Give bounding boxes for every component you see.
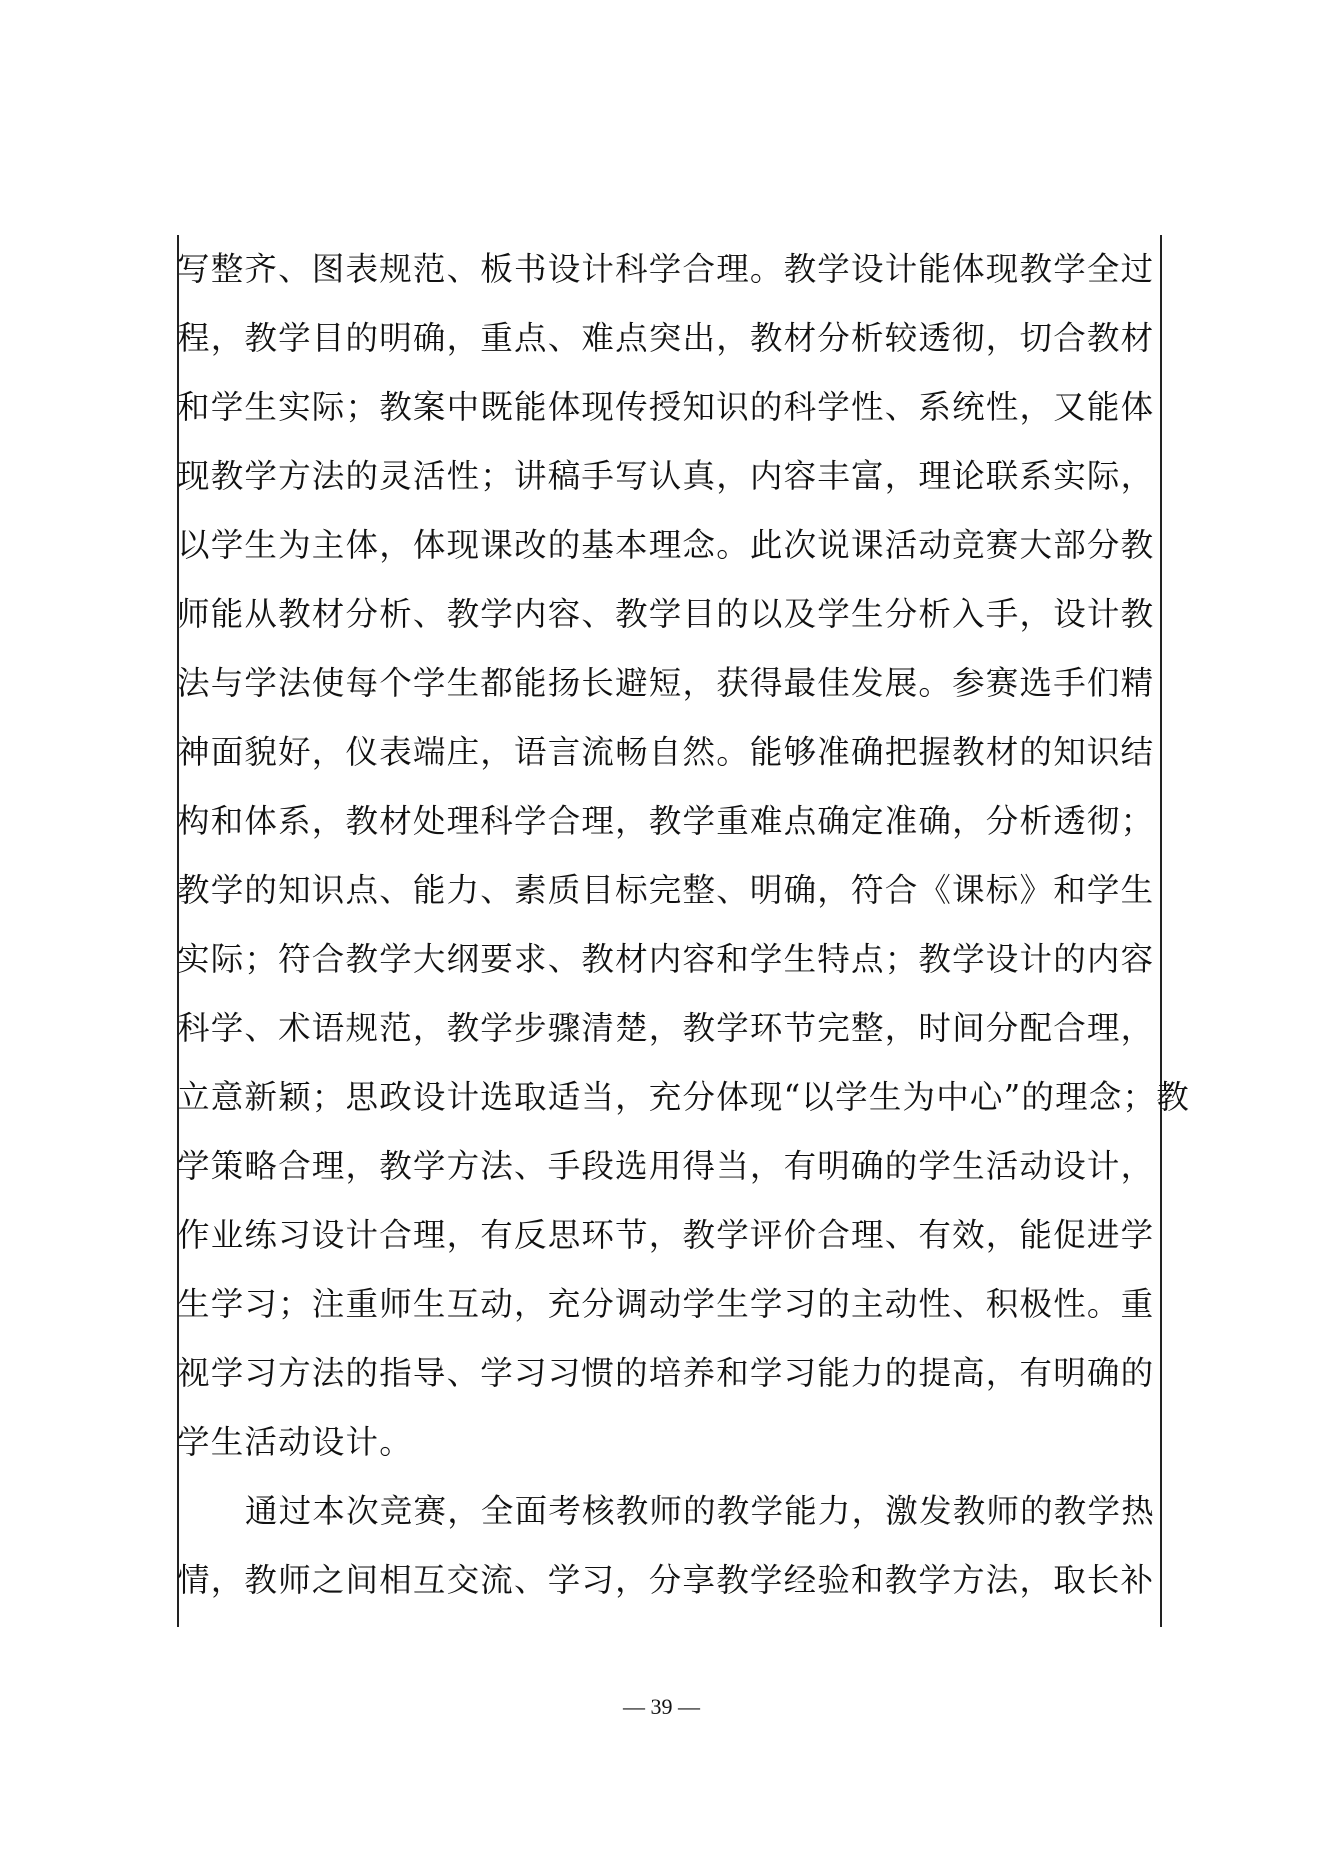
text-line: 生学习；注重师生互动，充分调动学生学习的主动性、积极性。重 bbox=[177, 1285, 1155, 1323]
text-line: 师能从教材分析、教学内容、教学目的以及学生分析入手，设计教 bbox=[177, 595, 1155, 633]
text-line: 情，教师之间相互交流、学习，分享教学经验和教学方法，取长补 bbox=[177, 1561, 1155, 1599]
paragraph-start-line: 通过本次竞赛，全面考核教师的教学能力，激发教师的教学热 bbox=[245, 1492, 1155, 1530]
text-line: 以学生为主体，体现课改的基本理念。此次说课活动竞赛大部分教 bbox=[177, 526, 1155, 564]
text-line: 写整齐、图表规范、板书设计科学合理。教学设计能体现教学全过 bbox=[177, 250, 1155, 288]
text-line: 学生活动设计。 bbox=[177, 1423, 413, 1461]
text-line: 法与学法使每个学生都能扬长避短，获得最佳发展。参赛选手们精 bbox=[177, 664, 1155, 702]
text-line: 视学习方法的指导、学习习惯的培养和学习能力的提高，有明确的 bbox=[177, 1354, 1155, 1392]
text-line: 和学生实际；教案中既能体现传授知识的科学性、系统性，又能体 bbox=[177, 388, 1155, 426]
body-text bbox=[177, 243, 1190, 1623]
text-line: 学策略合理，教学方法、手段选用得当，有明确的学生活动设计， bbox=[177, 1147, 1155, 1185]
page-number: — 39 — bbox=[623, 1694, 700, 1719]
text-line: 立意新颖；思政设计选取适当，充分体现“以学生为中心”的理念；教 bbox=[177, 1078, 1190, 1116]
text-line: 作业练习设计合理，有反思环节，教学评价合理、有效，能促进学 bbox=[177, 1216, 1155, 1254]
text-line: 程，教学目的明确，重点、难点突出，教材分析较透彻，切合教材 bbox=[177, 319, 1155, 357]
text-line: 教学的知识点、能力、素质目标完整、明确，符合《课标》和学生 bbox=[177, 871, 1155, 909]
text-line: 神面貌好，仪表端庄，语言流畅自然。能够准确把握教材的知识结 bbox=[177, 733, 1155, 771]
text-line: 现教学方法的灵活性；讲稿手写认真，内容丰富，理论联系实际， bbox=[177, 457, 1155, 495]
text-line: 实际；符合教学大纲要求、教材内容和学生特点；教学设计的内容 bbox=[177, 940, 1155, 978]
text-line: 科学、术语规范，教学步骤清楚，教学环节完整，时间分配合理， bbox=[177, 1009, 1155, 1047]
text-line: 构和体系，教材处理科学合理，教学重难点确定准确，分析透彻； bbox=[177, 802, 1155, 840]
